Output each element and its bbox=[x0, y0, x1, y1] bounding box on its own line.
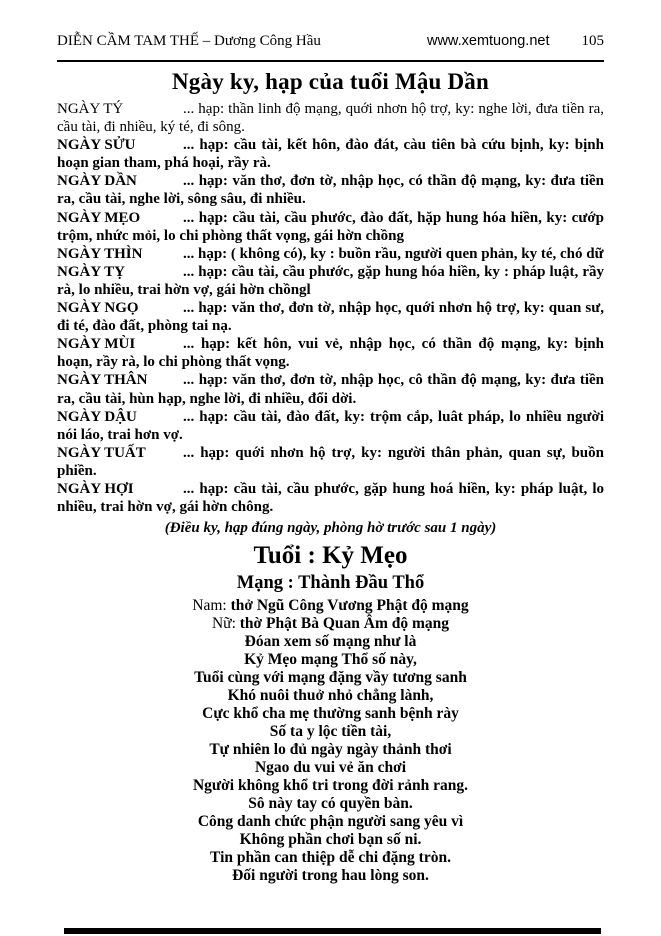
poem-line: Ngao du vui vẻ ăn chơi bbox=[254, 759, 407, 777]
day-entry bbox=[57, 136, 604, 172]
day-label: NGÀY DẦN bbox=[57, 173, 137, 190]
header-rule bbox=[57, 60, 604, 62]
day-entry bbox=[57, 444, 604, 480]
website-url: www.xemtuong.net bbox=[426, 33, 550, 49]
day-label: NGÀY TUẤT bbox=[57, 444, 146, 461]
poem-line: Đối người trong hau lòng son. bbox=[232, 867, 429, 885]
day-label: NGÀY DẬU bbox=[57, 408, 137, 425]
day-entry bbox=[57, 172, 604, 208]
day-entry bbox=[57, 263, 604, 299]
day-label: NGÀY MẸO bbox=[57, 209, 141, 226]
poem-line: Tuổi cùng với mạng đặng vầy tương sanh bbox=[194, 669, 467, 687]
poem-line: Cực khổ cha mẹ thường sanh bệnh rày bbox=[202, 705, 459, 723]
day-text: ... hạp: cầu tài, cầu phước, gặp hung hoá hiền, ky: pháp luật, lo nhiều, trai hờn vợ, gái hờn chông. bbox=[57, 480, 604, 516]
day-text: ... hạp: văn thơ, đơn tờ, nhập học, có thần độ mạng, ky: đưa tiền ra, cầu tài, nghe lời, sông sâu, đi nhiều. bbox=[57, 173, 604, 208]
day-label: NGÀY THÌN bbox=[57, 245, 143, 262]
poem-line: Không phần chơi bạn số ni. bbox=[239, 831, 422, 849]
day-entry bbox=[57, 480, 604, 516]
day-entry bbox=[57, 245, 604, 263]
poem-line: Đóan xem số mạng như là bbox=[244, 633, 417, 651]
nu-text: thờ Phật Bà Quan Âm độ mạng bbox=[239, 615, 450, 633]
day-text: ... hạp: cầu tài, kết hôn, đào đát, càu tiên bà cứu bịnh, ky: bịnh hoạn gian tham, phá hoại, rầy rà. bbox=[57, 137, 604, 172]
page-header bbox=[57, 33, 604, 50]
day-text: ... hạp: văn thơ, đơn tờ, nhập học, quới nhơn hộ trợ, ky: quan sư, đi té, đào đất, phòng tai nạ. bbox=[57, 300, 604, 335]
day-label: NGÀY MÙI bbox=[57, 336, 136, 353]
day-label: NGÀY NGỌ bbox=[57, 300, 139, 317]
day-entry bbox=[57, 371, 604, 407]
day-entry bbox=[57, 408, 604, 444]
destiny-poem bbox=[57, 633, 604, 885]
day-label: NGÀY SỬU bbox=[57, 137, 136, 154]
nam-text: thở Ngũ Công Vương Phật độ mạng bbox=[230, 597, 469, 615]
day-text: ... hạp: cầu tài, đào đất, ky: trộm cắp, luât pháp, lo nhiều người nói láo, trai hơn vợ. bbox=[57, 408, 604, 443]
day-text: ... hạp: thần linh độ mạng, quới nhơn hộ trợ, ky: nghe lời, đưa tiền ra, cầu tài, đi nhiều, ký té, đi sông. bbox=[57, 101, 604, 136]
section-title: Ngày ky, hạp của tuổi Mậu Dần bbox=[171, 69, 489, 94]
poem-line: Người không khổ tri trong đời rảnh rang. bbox=[192, 777, 469, 795]
poem-line: Công danh chức phận người sang yêu vì bbox=[197, 813, 464, 831]
poem-line: Khó nuôi thuở nhỏ chẳng lành, bbox=[227, 687, 434, 705]
day-entries bbox=[57, 100, 604, 516]
day-entry bbox=[57, 209, 604, 245]
day-text: ... hạp: văn thơ, đơn tờ, nhập học, cô thần độ mạng, ky: đưa tiền ra, cầu tài, hùn hạp, nghe lời, đi nhiều, đổi dời. bbox=[57, 372, 604, 407]
age-title: Tuổi : Kỷ Mẹo bbox=[253, 542, 408, 570]
nam-line bbox=[57, 597, 604, 615]
poem-line: Sô này tay có quyền bàn. bbox=[248, 795, 413, 813]
poem-line: Tin phần can thiệp dễ chi đặng tròn. bbox=[210, 849, 451, 867]
poem-line: Kỷ Mẹo mạng Thổ số này, bbox=[244, 651, 417, 669]
day-text: ... hạp: cầu tài, cầu phước, đào đất, hặp hung hóa hiền, ky: cướp trộm, nhức mỏi, lo chi phòng thất vọng, gái hờn chồng bbox=[57, 209, 604, 244]
day-text: ... hạp: ( không có), ky : buồn rầu, người quen phản, ky té, chó dữ bbox=[183, 245, 604, 262]
book-title: DIỄN CẦM TAM THẾ – Dương Công Hầu bbox=[57, 33, 321, 49]
day-entry bbox=[57, 100, 604, 136]
day-label: NGÀY TỴ bbox=[57, 263, 125, 280]
nam-label: Nam: bbox=[192, 597, 227, 615]
day-entry bbox=[57, 335, 604, 371]
nu-label: Nữ: bbox=[211, 615, 236, 633]
day-text: ... hạp: kết hôn, vui vẻ, nhập học, có thần độ mạng, ky: bịnh hoạn, rầy rà, lo chi phòng thất vọng. bbox=[57, 336, 604, 371]
page-number: 105 bbox=[581, 33, 604, 49]
day-text: ... hạp: cầu tài, cầu phước, gặp hung hóa hiền, ky : pháp luật, rầy rà, lo nhiều, trai hờn vợ, gái hờn chồngl bbox=[57, 263, 604, 298]
nu-line bbox=[57, 615, 604, 633]
ky-hap-note: (Điều ky, hạp đúng ngày, phòng hờ trước sau 1 ngày) bbox=[164, 520, 497, 537]
day-label: NGÀY HỢI bbox=[57, 480, 134, 497]
day-entry bbox=[57, 299, 604, 335]
day-label: NGÀY TÝ bbox=[57, 101, 124, 117]
poem-line: Số ta y lộc tiền tài, bbox=[269, 723, 392, 741]
day-label: NGÀY THÂN bbox=[57, 372, 148, 389]
poem-line: Tự nhiên lo đủ ngày ngày thảnh thơi bbox=[209, 741, 452, 759]
menh-subtitle: Mạng : Thành Đầu Thổ bbox=[236, 573, 425, 594]
day-text: ... hạp: quới nhơn hộ trợ, ky: người thân phản, quan sự, buồn phiền. bbox=[57, 444, 604, 479]
footer-rule bbox=[64, 928, 601, 934]
